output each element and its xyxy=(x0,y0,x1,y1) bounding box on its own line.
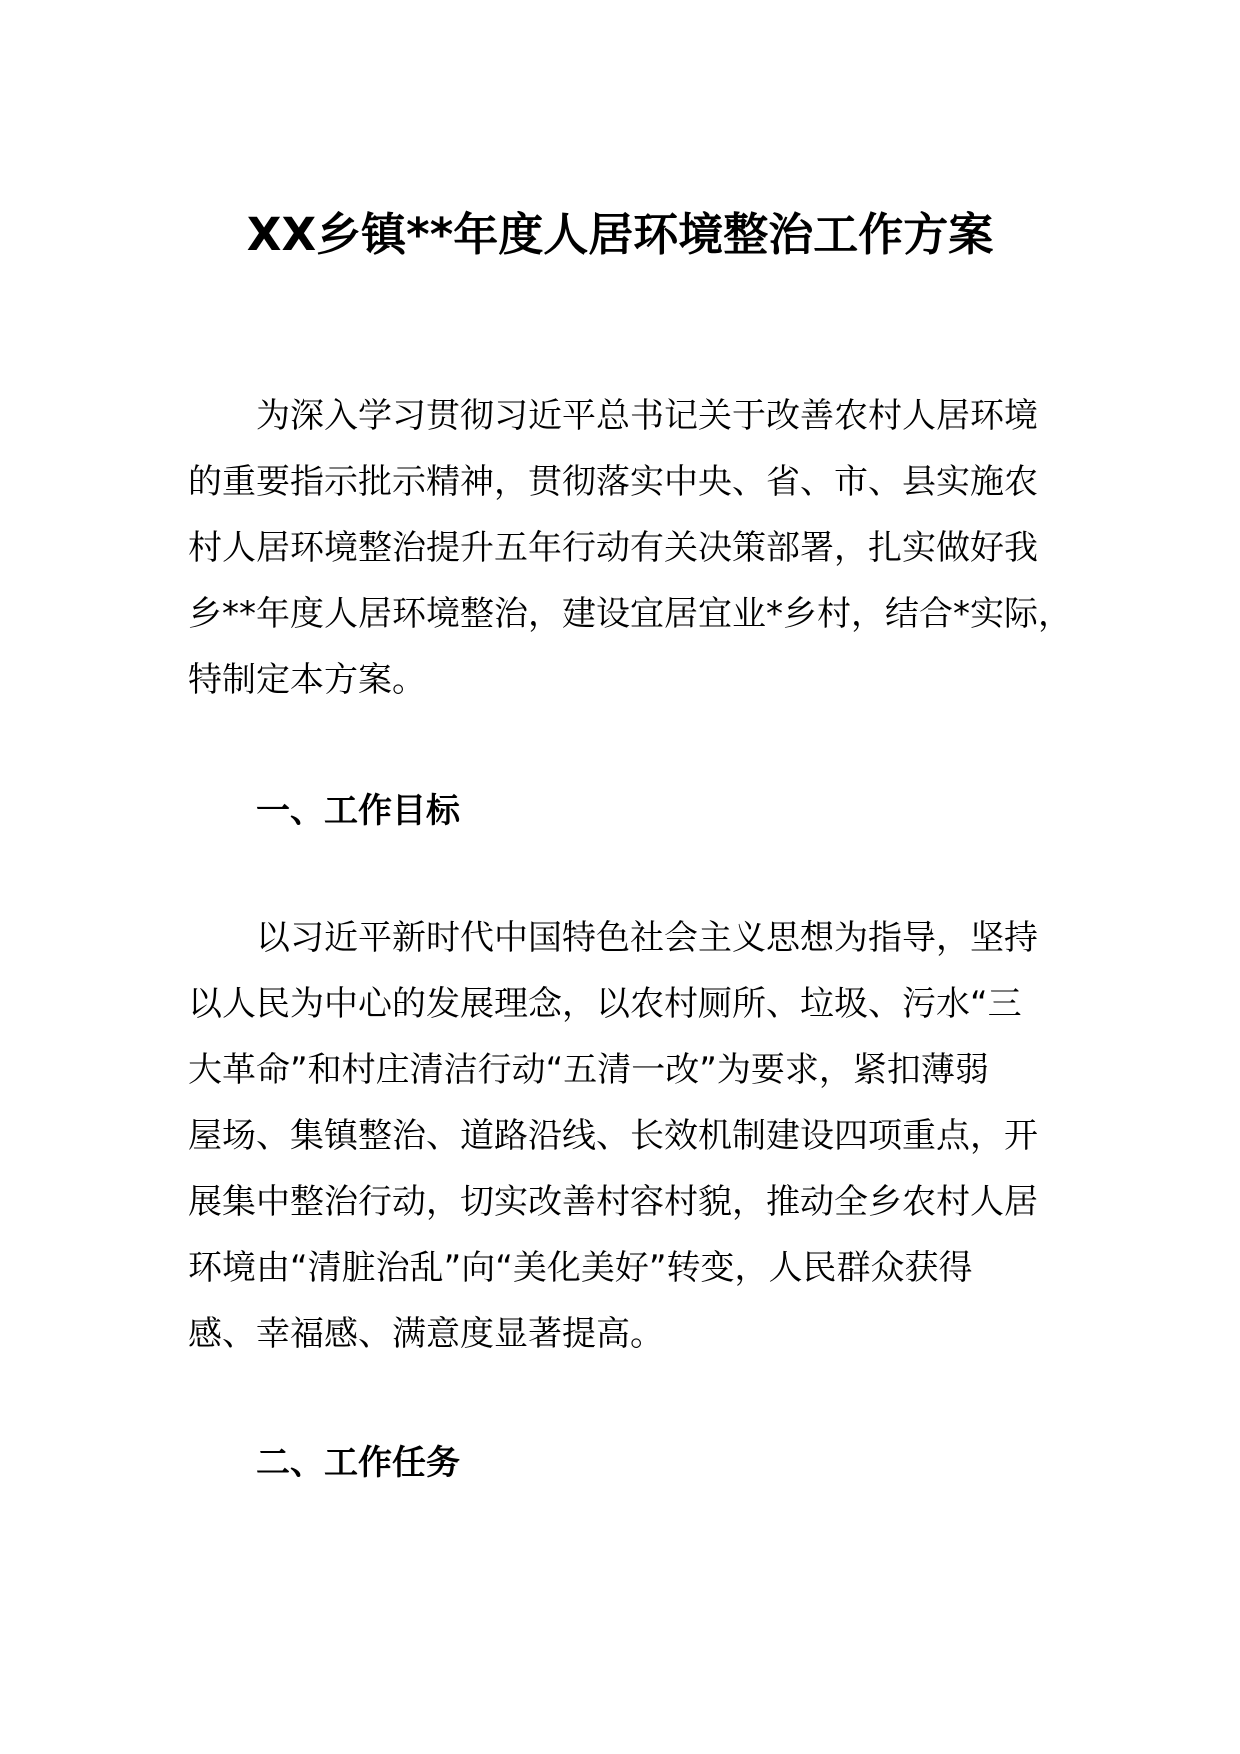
intro-line-2: 的重要指示批示精神，贯彻落实中央、省、市、县实施农 xyxy=(188,462,1038,502)
intro-line-3: 村人居环境整治提升五年行动有关决策部署，扎实做好我 xyxy=(188,528,1038,568)
section1-line-3: 大革命”和村庄清洁行动“五清一改”为要求，紧扣薄弱 xyxy=(188,1050,989,1090)
section1-line-7: 感、幸福感、满意度显著提高。 xyxy=(188,1314,664,1354)
section1-line-6: 环境由“清脏治乱”向“美化美好”转变，人民群众获得 xyxy=(188,1248,973,1288)
section1-heading: 一、工作目标 xyxy=(256,791,460,831)
section1-line-5: 展集中整治行动，切实改善村容村貌，推动全乡农村人居 xyxy=(188,1182,1038,1222)
intro-line-4: 乡**年度人居环境整治，建设宜居宜业*乡村，结合*实际， xyxy=(188,594,1072,634)
document-title: XX乡镇**年度人居环境整治工作方案 xyxy=(246,208,994,261)
section1-paragraph xyxy=(188,905,1088,1367)
section1-line-2: 以人民为中心的发展理念，以农村厕所、垃圾、污水“三 xyxy=(188,984,1022,1024)
section1-line-1: 以习近平新时代中国特色社会主义思想为指导，坚持 xyxy=(256,918,1038,958)
section1-line-4: 屋场、集镇整治、道路沿线、长效机制建设四项重点，开 xyxy=(188,1116,1038,1156)
intro-line-5: 特制定本方案。 xyxy=(188,660,426,700)
intro-line-1: 为深入学习贯彻习近平总书记关于改善农村人居环境 xyxy=(256,396,1038,436)
section2-heading: 二、工作任务 xyxy=(256,1443,460,1483)
intro-paragraph xyxy=(188,383,1088,713)
